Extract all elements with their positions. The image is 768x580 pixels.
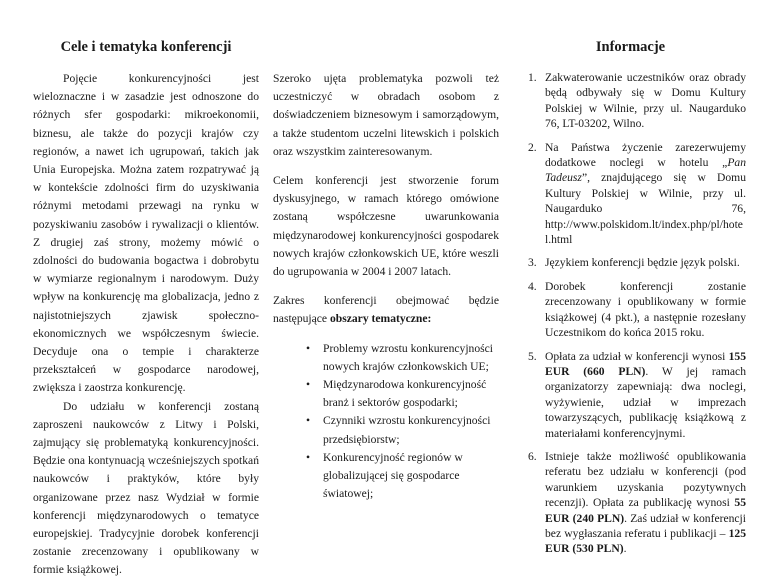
paragraph <box>33 398 259 580</box>
column-goals <box>33 37 259 577</box>
text-run: . Zaś udział w konferencji bez wygłaszania referatu i publikacji – <box>545 511 746 540</box>
paragraph <box>273 70 499 161</box>
item-text <box>545 140 746 248</box>
bullet-text: Międzynarodowa konkurencyjność branż i sektorów gospodarki; <box>323 378 487 410</box>
text-run: Celem konferencji jest stworzenie forum dyskusyjnego, w ramach którego omówione zostaną współczesne uwarunkowania międzynarodowej konkurencyjności gospodarek nowych krajów członkowskich UE, które weszli do ugrupowania w 2004 i 2007 latach. <box>273 174 499 279</box>
item-text <box>545 449 746 557</box>
text-run: Pojęcie konkurencyjności jest wieloznaczne i w zasadzie jest odnoszone do różnych sfer gospodarki: mikroekonomii, biznesu, ale także do pozycji krajów czy regionów, a nawet ich ugrupowań, takich jak Unia Europejska. Można zatem rozpatrywać ją w kontekście zdolności firm do uzyskiwania różnymi metodami przewagi na rynku w pozyskiwaniu zasobów i rywalizacji o klientów. Z drugiej zaś strony, możemy mówić o zdolności do budowania bogactwa i dobrobytu w wymiarze regionalnym i narodowym. Duży wpływ na konkurencję ma globalizacja, jedno z najistotniejszych zjawisk społeczno-ekonomicznych we współczesnym świecie. Decyduje ona o tempie i charakterze przekształceń w gospodarce narodowej, zwiększa i zaostrza konkurencję. <box>33 72 259 395</box>
item-number: 3. <box>528 256 537 270</box>
text-run: 125 EUR (530 PLN) <box>545 526 746 556</box>
text-run: Zakres konferencji obejmować będzie następujące <box>273 294 499 326</box>
info-heading: Informacje <box>595 39 666 55</box>
text-run: Opłata za udział w konferencji wynosi <box>545 349 729 363</box>
item-number: 1. <box>528 71 537 84</box>
bullet-icon: • <box>306 341 311 355</box>
numbered-item <box>515 349 746 441</box>
bullet-text: Problemy wzrostu konkurencyjności nowych krajów członkowskich UE; <box>323 341 494 373</box>
bullet-text: Czynniki wzrostu konkurencyjności przedsiębiorstw; <box>323 414 491 446</box>
text-run: Dorobek konferencji zostanie zrecenzowany i opublikowany w formie książkowej (4 pkt.), a następnie rozesłany Uczestnikom do końca 2015 roku. <box>545 279 746 340</box>
goals-heading: Cele i tematyka konferencji <box>60 39 232 55</box>
text-run: Na Państwa życzenie zarezerwujemy dodatkowe noclegi w hotelu „ <box>545 140 746 170</box>
text-run: . <box>623 542 627 556</box>
item-text <box>545 279 746 341</box>
item-number: 5. <box>528 349 537 363</box>
numbered-item <box>515 70 746 132</box>
item-text <box>545 349 746 441</box>
text-run: Językiem konferencji będzie język polski. <box>545 256 740 270</box>
text-run: Pan Tadeusz <box>545 156 746 185</box>
text-run: ”, znajdującego się w Domu Kultury Polskiej w Wilnie, przy ul. Naugarduko 76, http://www.polskidom.lt/index.php/pl/hotel.html <box>545 171 746 247</box>
text-run: obszary tematyczne: <box>329 312 432 326</box>
bullet-item <box>273 376 499 412</box>
text-run: Do udziału w konferencji zostaną zaproszeni naukowców z Litwy i Polski, zajmujący się problematyką konkurencyjności. Będzie ona kontynuacją wcześniejszych spotkań naukowców i praktyków, które były organizowane przez nasz Wydział w formie konferencji międzynarodowych o tematyce europejskiej. Tradycyjnie dorobek konferencji zostanie zrecenzowany i opublikowany w formie książkowej. <box>33 399 259 577</box>
text-run: Istnieje także możliwość opublikowania referatu bez udziału w konferencji (pod warunkiem uzyskania pozytywnych recenzji). Opłata za publikację wynosi <box>545 449 746 510</box>
scope-paragraphs <box>273 70 499 329</box>
item-number: 2. <box>528 140 537 154</box>
item-text <box>545 255 746 270</box>
info-numbered-list <box>515 70 746 557</box>
bullet-item <box>273 412 499 448</box>
column-scope <box>273 37 499 523</box>
column-info <box>515 37 746 556</box>
item-number: 6. <box>528 449 537 463</box>
text-run: Szeroko ujęta problematyka pozwoli też uczestniczyć w obradach osobom z doświadczeniem biznesowym i samorządowym, a także studentom uczelni litewskich i polskich oraz wszystkim zainteresowanym. <box>273 72 499 158</box>
text-run: . W jej ramach organizatorzy zapewniają: dwa noclegi, wyżywienie, udział w imprezach towarzyszących, publikację książkową z materiałami konferencyjnymi. <box>545 364 746 440</box>
numbered-item <box>515 140 746 248</box>
bullet-item <box>273 340 499 376</box>
paragraph <box>273 172 499 281</box>
paragraph <box>273 292 499 328</box>
topic-bullet-list <box>273 340 499 504</box>
paragraph <box>33 70 259 398</box>
bullet-icon: • <box>306 414 311 428</box>
item-text <box>545 70 746 132</box>
numbered-item <box>515 449 746 557</box>
text-run: 55 EUR (240 PLN) <box>545 496 746 525</box>
numbered-item <box>515 279 746 341</box>
goals-paragraphs <box>33 70 259 580</box>
bullet-icon: • <box>306 450 311 464</box>
bullet-icon: • <box>306 378 311 392</box>
text-run: Zakwaterowanie uczestników oraz obrady będą odbywały się w Domu Kultury Polskiej w Wilnie, przy ul. Naugarduko 76, LT-03202, Wilno. <box>545 71 746 131</box>
text-run: 155 EUR (660 PLN) <box>545 349 746 378</box>
bullet-text: Konkurencyjność regionów w globalizującej się gospodarce światowej; <box>323 450 463 501</box>
item-number: 4. <box>528 279 537 293</box>
bullet-item <box>273 449 499 504</box>
numbered-item <box>515 255 746 270</box>
